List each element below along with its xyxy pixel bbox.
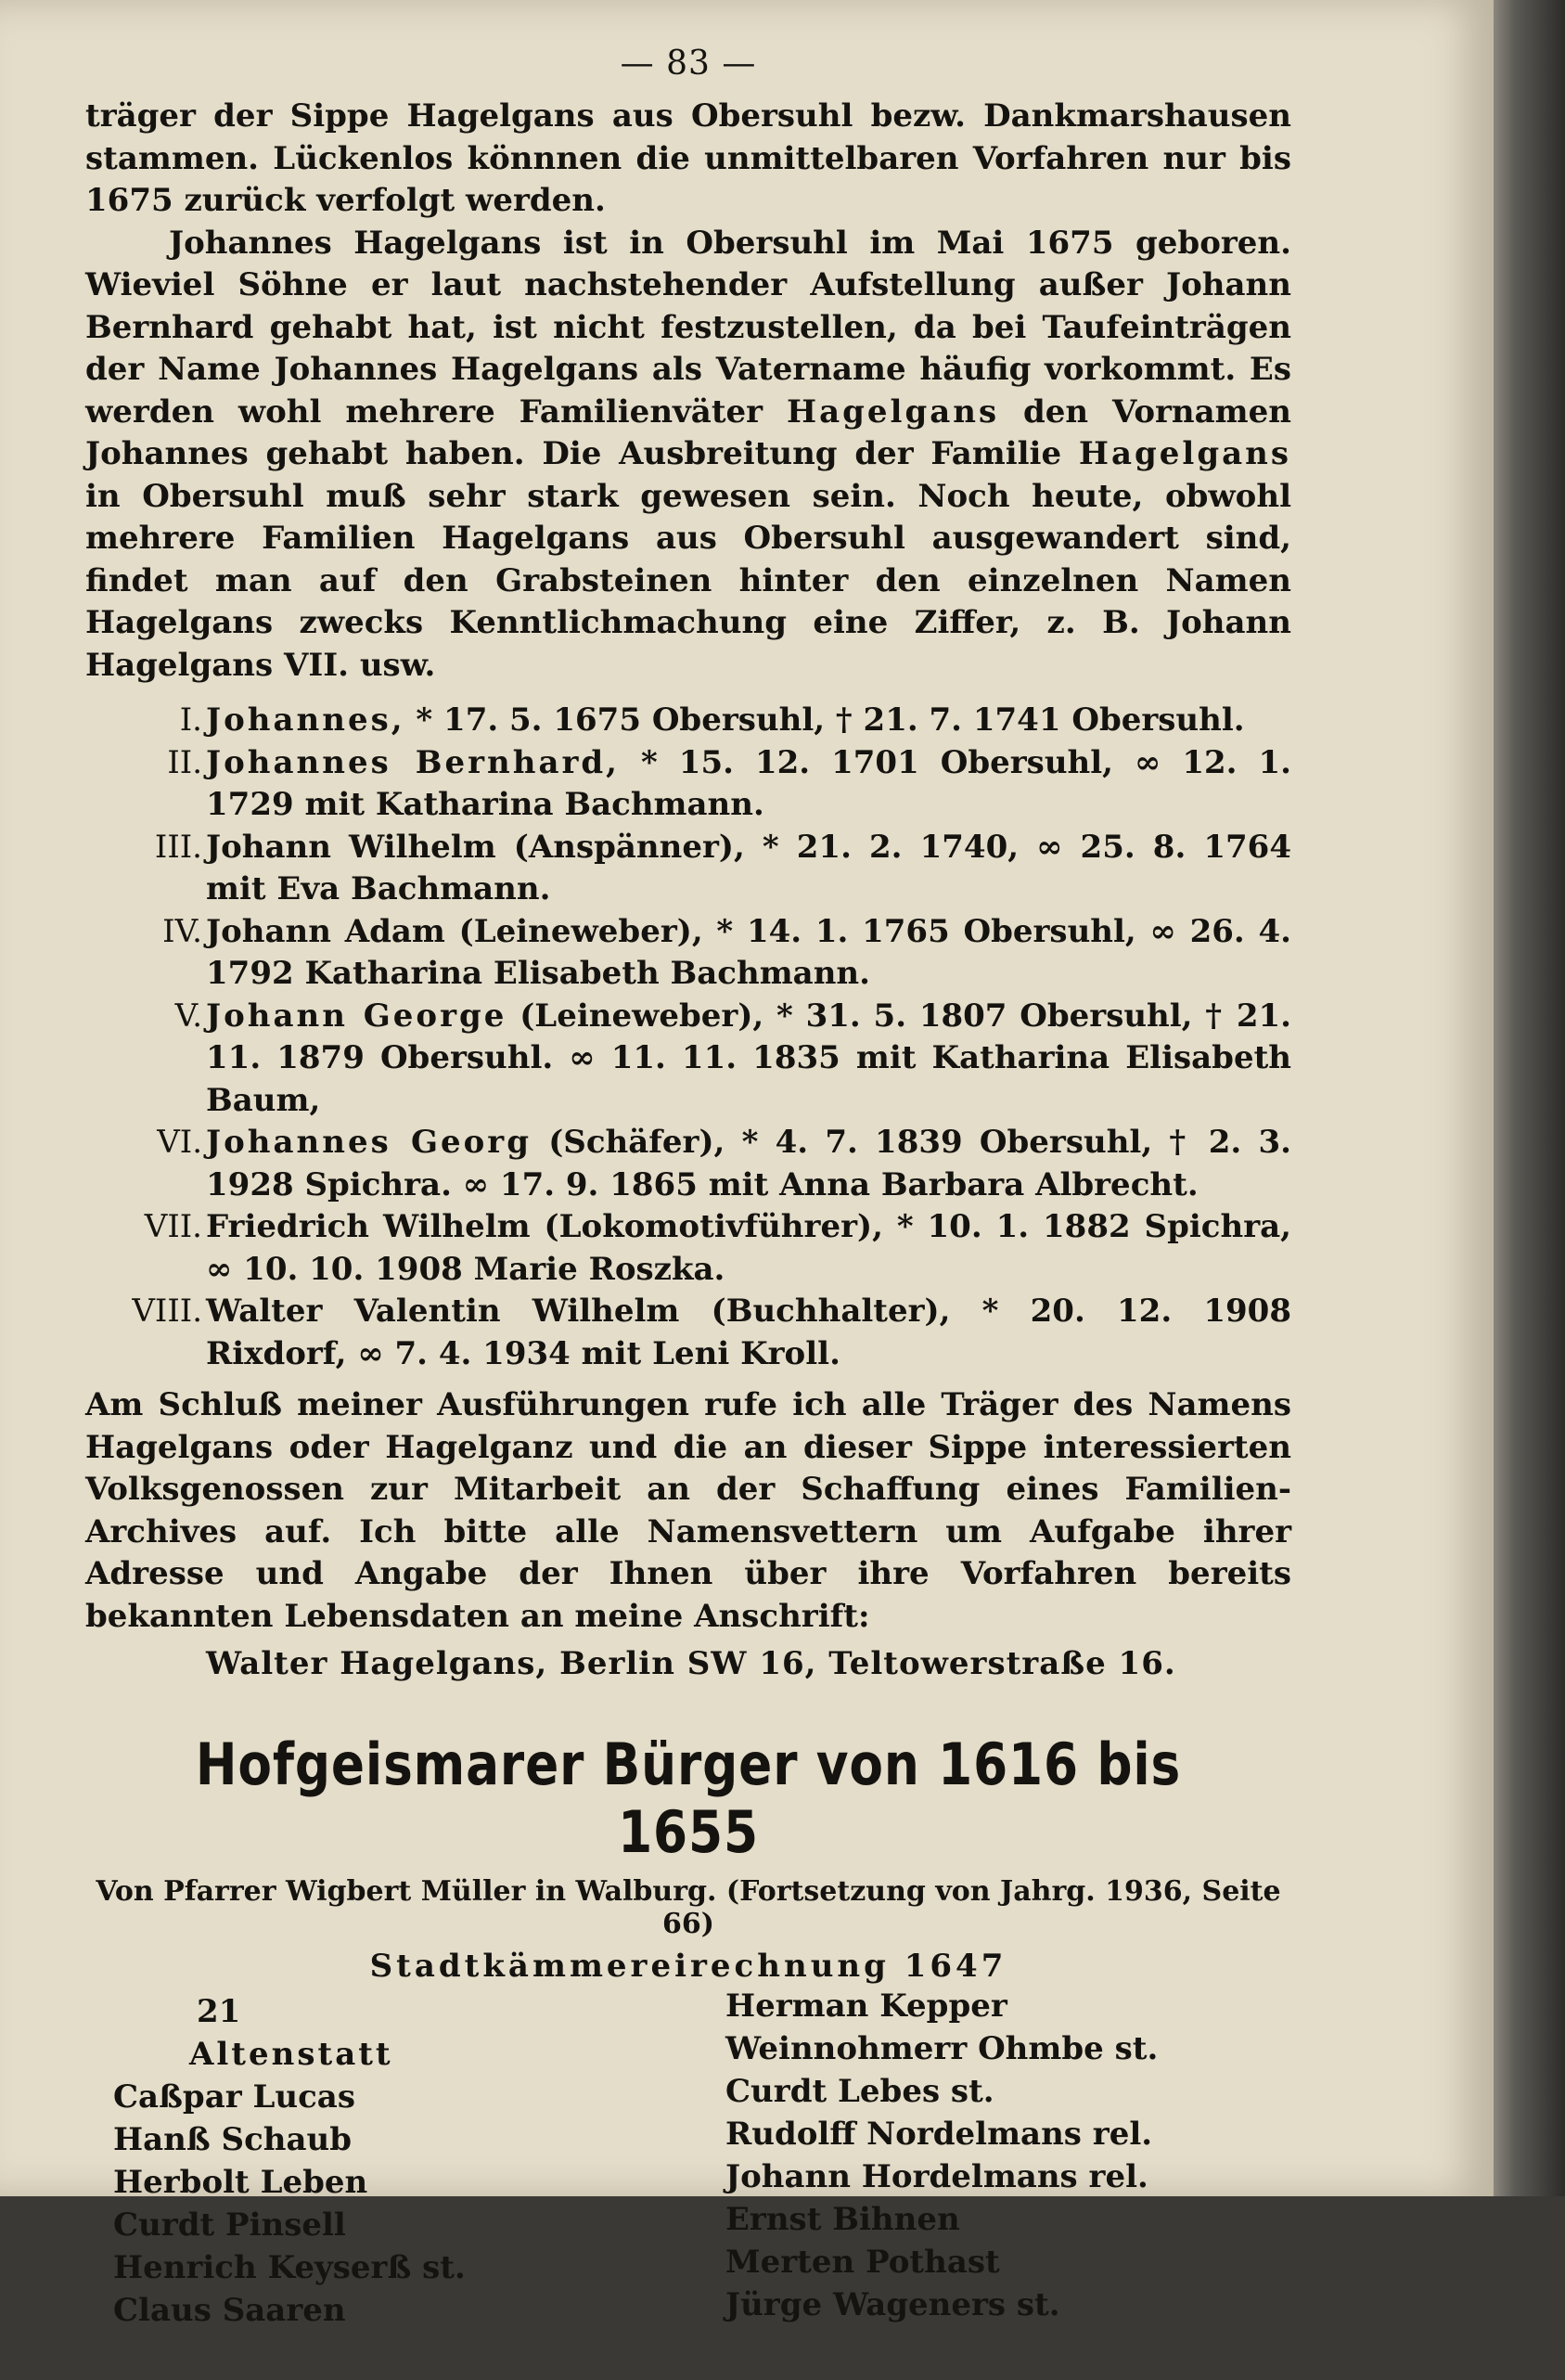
generation-item xyxy=(85,1291,1291,1375)
generation-item xyxy=(85,700,1291,742)
closing-paragraph: Am Schluß meiner Ausführungen rufe ich alle Träger des Namens Hagelgans oder Hagelganz und die an dieser Sippe interessierten Volksgenossen zur Mitarbeit an der Schaffung eines Familien-Archives auf. Ich bitte alle Namensvettern um Aufgabe ihrer Adresse und Angabe der Ihnen über ihre Vorfahren bereits bekannten Lebensdaten an meine Anschrift: xyxy=(85,1386,1291,1635)
name-entry: Weinnohmerr Ohmbe st. xyxy=(725,2029,1159,2067)
generation-number: III. xyxy=(154,828,202,866)
right-name-column xyxy=(725,1985,1282,2326)
spaced-surname: Hagelgans xyxy=(786,392,1000,431)
name-entry: Herman Kepper xyxy=(725,1987,1007,2025)
intro-paragraph: träger der Sippe Hagelgans aus Obersuhl bezw. Dankmarshausen stammen. Lückenlos könnnen die unmittelbaren Vorfahren nur bis 1675 zurück verfolgt werden. xyxy=(85,97,1291,219)
name-entry: Herbolt Leben xyxy=(113,2163,368,2201)
generation-name: Johannes Bernhard, xyxy=(206,743,621,781)
name-entry: Henrich Keyserß st. xyxy=(113,2248,466,2286)
generation-item xyxy=(85,1122,1291,1206)
generation-number: IV. xyxy=(162,912,202,950)
name-entry: Claus Saaren xyxy=(113,2291,346,2329)
generation-number: II. xyxy=(167,743,202,781)
generation-item xyxy=(85,827,1291,911)
name-entry: Curdt Lebes st. xyxy=(725,2072,994,2110)
generation-number: VII. xyxy=(144,1208,202,1245)
generation-details: (Buchhalter), * 20. 12. 1908 Rixdorf, ∞ 7. 4. 1934 mit Leni Kroll. xyxy=(206,1293,1291,1372)
generation-name: Johann George xyxy=(206,997,507,1035)
left-name-column xyxy=(113,1990,670,2332)
generation-details: (Leineweber), * 31. 5. 1807 Obersuhl, † 21. 11. 1879 Obersuhl. ∞ 11. 11. 1835 mit Katharina Elisabeth Baum, xyxy=(206,997,1291,1119)
entry-number: 21 xyxy=(197,1992,241,2030)
generation-name: Johannes, xyxy=(206,701,405,739)
page-content xyxy=(85,37,1291,2380)
section-title: Hofgeismarer Bürger von 1616 bis 1655 xyxy=(195,1730,1182,1866)
generation-name: Friedrich Wilhelm xyxy=(206,1208,531,1245)
generation-details: (Leineweber), * 14. 1. 1765 Obersuhl, ∞ 26. 4. 1792 Katharina Elisabeth Bachmann. xyxy=(206,912,1292,992)
generation-item xyxy=(85,742,1291,827)
generation-details: (Anspänner), * 21. 2. 1740, ∞ 25. 8. 1764 mit Eva Bachmann. xyxy=(206,828,1291,907)
section-subhead: Stadtkämmereirechnung 1647 xyxy=(369,1947,1007,1985)
generation-item xyxy=(85,911,1291,996)
generation-number: VI. xyxy=(157,1124,202,1161)
name-entry: Rudolff Nordelmans rel. xyxy=(725,2115,1153,2153)
address-line: Walter Hagelgans, Berlin SW 16, Teltowerstraße 16. xyxy=(206,1645,1176,1682)
genealogy-paragraph xyxy=(85,223,1291,688)
book-edge xyxy=(1494,0,1565,2196)
paragraph-text-2: den Vornamen Johannes gehabt haben. Die Ausbreitung der Familie xyxy=(85,392,1291,472)
name-entry: Jürge Wageners st. xyxy=(725,2285,1060,2323)
generation-number: V. xyxy=(174,997,202,1035)
section-byline: Von Pfarrer Wigbert Müller in Walburg. (Fortsetzung von Jahrg. 1936, Seite 66) xyxy=(96,1874,1281,1940)
spaced-surname: Hagelgans xyxy=(1078,435,1291,472)
generation-details: * 17. 5. 1675 Obersuhl, † 21. 7. 1741 Obersuhl. xyxy=(404,701,1245,739)
name-columns xyxy=(85,1987,1291,2380)
generation-item xyxy=(85,996,1291,1123)
generation-item xyxy=(85,1206,1291,1291)
generation-number: I. xyxy=(179,701,202,739)
name-entry: Merten Pothast xyxy=(725,2243,1000,2281)
generation-details: (Schäfer), * 4. 7. 1839 Obersuhl, † 2. 3. 1928 Spichra. ∞ 17. 9. 1865 mit Anna Barbara Albrecht. xyxy=(206,1124,1291,1203)
name-entry: Curdt Pinsell xyxy=(113,2206,346,2244)
paragraph-text-3: in Obersuhl muß sehr stark gewesen sein. Noch heute, obwohl mehrere Familien Hagelgans aus Obersuhl ausgewandert sind, findet man auf den Grabsteinen hinter den einzelnen Namen Hagelgans zwecks Kenntlichmachung eine Ziffer, z. B. Johann Hagelgans VII. usw. xyxy=(85,477,1291,684)
name-entry: Johann Hordelmans rel. xyxy=(725,2157,1148,2195)
place-heading: Altenstatt xyxy=(189,2035,393,2073)
name-entry: Hanß Schaub xyxy=(113,2120,353,2158)
generation-details: * 15. 12. 1701 Obersuhl, ∞ 12. 1. 1729 mit Katharina Bachmann. xyxy=(206,743,1291,823)
paragraph-text-1: Johannes Hagelgans ist in Obersuhl im Mai 1675 geboren. Wieviel Söhne er laut nachstehender Aufstellung außer Johann Bernhard gehabt hat, ist nicht festzustellen, da bei Taufeinträgen der Name Johannes Hagelgans als Vatername häufig vorkommt. Es werden wohl mehrere Familienväter xyxy=(85,224,1291,431)
generation-details: (Lokomotivführer), * 10. 1. 1882 Spichra, ∞ 10. 10. 1908 Marie Roszka. xyxy=(206,1208,1291,1288)
generation-name: Walter Valentin Wilhelm xyxy=(206,1293,680,1330)
generation-number: VIII. xyxy=(132,1293,202,1330)
generation-name: Johannes Georg xyxy=(206,1124,532,1161)
name-entry: Caßpar Lucas xyxy=(113,2078,355,2116)
page-number: — 83 — xyxy=(620,45,757,83)
generation-name: Johann Adam xyxy=(206,912,445,950)
generation-list xyxy=(85,700,1291,1375)
generation-name: Johann Wilhelm xyxy=(206,828,496,866)
name-entry: Ernst Bihnen xyxy=(725,2200,960,2238)
